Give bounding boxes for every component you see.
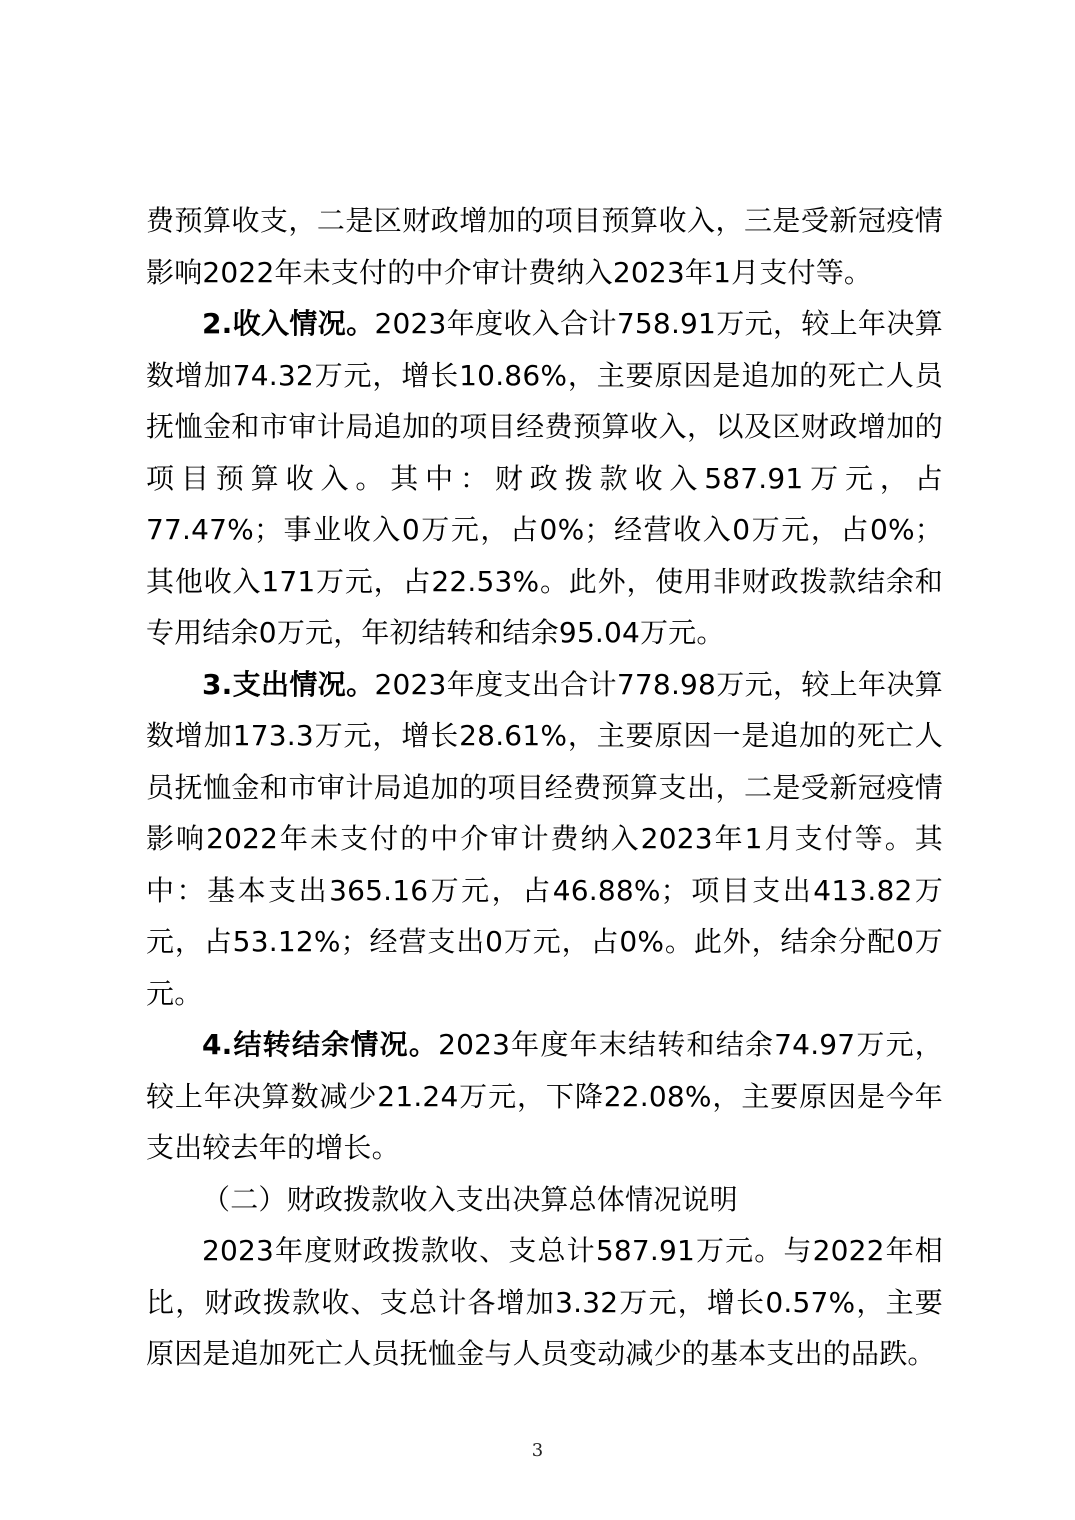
- page-number: 3: [531, 1440, 544, 1461]
- section-heading: （二）财政拨款收入支出决算总体情况说明: [202, 1182, 738, 1216]
- paragraph-text: 2023年度支出合计778.98万元，较上年决算数增加173.3万元，增长28.61%，主要原因一是追加的死亡人员抚恤金和市审计局追加的项目经费预算支出，二是受新冠疫情影响2022年未支付的中介审计费纳入2023年1月支付等。其中：基本支出365.16万元，占46.88%；项目支出413.82万元，占53.12%；经营支出0万元，占0%。此外，结余分配0万元。: [146, 667, 943, 1010]
- paragraph-heading-income: 2.收入情况。: [202, 307, 375, 340]
- paragraph-income: [146, 298, 943, 659]
- paragraph-fiscal-appropriation: [146, 1225, 943, 1380]
- paragraph-text: 2023年度财政拨款收、支总计587.91万元。与2022年相比，财政拨款收、支总计各增加3.32万元，增长0.57%，主要原因是追加死亡人员抚恤金与人员变动减少的基本支出的品跌。: [146, 1234, 943, 1370]
- paragraph-text: 2023年度年末结转和结余74.97万元，较上年决算数减少21.24万元，下降22.08%，主要原因是今年支出较去年的增长。: [146, 1028, 943, 1164]
- paragraph-text: 费预算收支，二是区财政增加的项目预算收入，三是受新冠疫情影响2022年未支付的中介审计费纳入2023年1月支付等。: [146, 204, 943, 289]
- document-body: [146, 195, 943, 1380]
- paragraph-heading-expenditure: 3.支出情况。: [202, 667, 375, 701]
- paragraph-balance: [146, 1019, 943, 1174]
- paragraph-heading-balance: 4.结转结余情况。: [202, 1028, 439, 1061]
- paragraph-expenditure: [146, 659, 943, 1020]
- paragraph-text: 2023年度收入合计758.91万元，较上年决算数增加74.32万元，增长10.86%，主要原因是追加的死亡人员抚恤金和市审计局追加的项目经费预算收入，以及区财政增加的项目预算收入。其中：财政拨款收入587.91万元，占77.47%；事业收入0万元，占0%；经营收入0万元，占0%；其他收入171万元，占22.53%。此外，使用非财政拨款结余和专用结余0万元，年初结转和结余95.04万元。: [146, 307, 943, 649]
- paragraph-continuation: [146, 195, 943, 298]
